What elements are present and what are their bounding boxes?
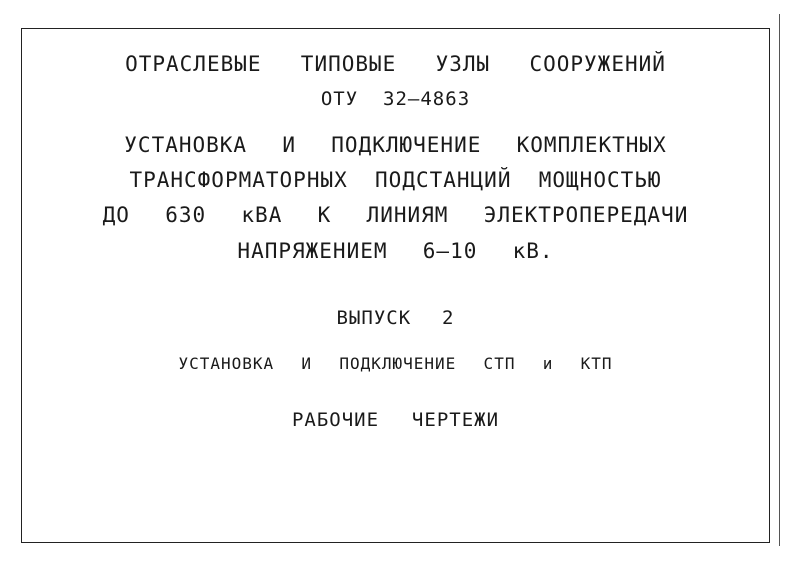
title-line-1: УСТАНОВКА И ПОДКЛЮЧЕНИЕ КОМПЛЕКТНЫХ — [124, 133, 667, 157]
issue-number: ВЫПУСК 2 — [336, 307, 455, 329]
sheet-edge-line — [779, 14, 780, 546]
title-line-4: НАПРЯЖЕНИЕМ 6–10 кВ. — [237, 239, 554, 263]
series-title: ОТРАСЛЕВЫЕ ТИПОВЫЕ УЗЛЫ СООРУЖЕНИЙ — [125, 52, 666, 76]
title-line-2: ТРАНСФОРМАТОРНЫХ ПОДСТАНЦИЙ МОЩНОСТЬЮ — [129, 168, 662, 192]
work-type: РАБОЧИЕ ЧЕРТЕЖИ — [291, 409, 500, 431]
issue-title: УСТАНОВКА И ПОДКЛЮЧЕНИЕ СТП и КТП — [178, 354, 613, 373]
title-line-3: ДО 630 кВА К ЛИНИЯМ ЭЛЕКТРОПЕРЕДАЧИ — [102, 203, 689, 227]
document-code: ОТУ 32–4863 — [320, 88, 471, 110]
